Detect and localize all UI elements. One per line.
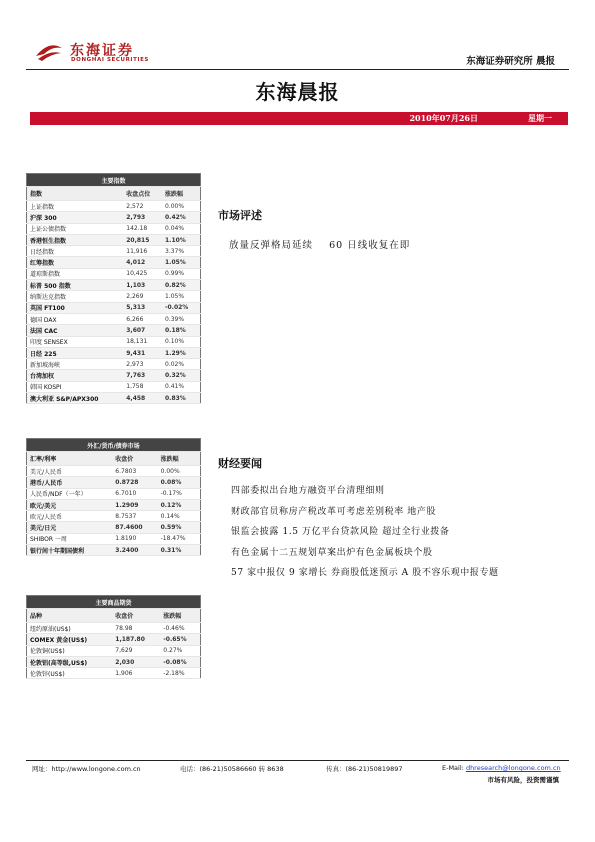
- table-row: [27, 302, 201, 313]
- table-cell: 法国 CAC: [27, 325, 124, 336]
- table-cell: 香港恒生指数: [27, 234, 124, 245]
- table-cell: 1,187.80: [112, 634, 160, 645]
- table-row: [27, 533, 201, 544]
- table-cell: 1.10%: [162, 234, 201, 245]
- table-row: [27, 477, 201, 488]
- table-row: [27, 634, 201, 645]
- table-cell: 4,458: [123, 393, 162, 404]
- table-cell: 道琼斯指数: [27, 268, 124, 279]
- table-cell: -2.18%: [160, 668, 200, 679]
- table-cell: 标普 500 指数: [27, 280, 124, 291]
- table-cell: 5,313: [123, 302, 162, 313]
- table-header-cell: 收盘点位: [123, 187, 162, 201]
- table-header-row: [27, 452, 201, 466]
- table-header-cell: 指数: [27, 187, 124, 201]
- table-row: [27, 545, 201, 556]
- table-cell: 0.41%: [162, 381, 201, 392]
- date-bar: [30, 112, 568, 125]
- table-cell: 8.7537: [112, 511, 157, 522]
- table-row: [27, 347, 201, 358]
- table-cell: 0.10%: [162, 336, 201, 347]
- table-row: [27, 313, 201, 324]
- page-title: 东海晨报: [255, 80, 340, 104]
- indices-table: [26, 173, 201, 404]
- table-cell: 纳斯达克指数: [27, 291, 124, 302]
- header-rule: [26, 69, 569, 70]
- table-header-row: [27, 609, 201, 623]
- table-header-cell: 品种: [27, 609, 113, 623]
- table-cell: 6,266: [123, 313, 162, 324]
- table-cell: 美元/日元: [27, 522, 113, 533]
- table-cell: 7,629: [112, 645, 160, 656]
- table-cell: 0.27%: [160, 645, 200, 656]
- market-comment-title: 市场评述: [218, 209, 262, 222]
- table-cell: 0.04%: [162, 223, 201, 234]
- table-row: [27, 466, 201, 477]
- futures-table: [26, 595, 201, 679]
- table-cell: 87.4600: [112, 522, 157, 533]
- market-comment-text: 放量反弹格局延续 60 日线收复在即: [229, 240, 411, 251]
- table-cell: 18,131: [123, 336, 162, 347]
- table-cell: 3.2400: [112, 545, 157, 556]
- table-cell: 0.99%: [162, 268, 201, 279]
- table-row: [27, 656, 201, 667]
- table-caption-row: [27, 174, 201, 187]
- table-row: [27, 223, 201, 234]
- table-cell: 9,431: [123, 347, 162, 358]
- news-item[interactable]: 有色金属十二五规划草案出炉有色金属板块个股: [231, 547, 433, 558]
- table-cell: 0.12%: [158, 499, 201, 510]
- table-row: [27, 499, 201, 510]
- table-cell: 1,103: [123, 280, 162, 291]
- table-cell: 6.7010: [112, 488, 157, 499]
- table-cell: 1.2909: [112, 499, 157, 510]
- table-cell: 欧元/美元: [27, 499, 113, 510]
- table-cell: 1.29%: [162, 347, 201, 358]
- table-cell: 人民币/NDF（一年）: [27, 488, 113, 499]
- table-cell: 韩国 KOSPI: [27, 381, 124, 392]
- table-header-cell: 汇率/利率: [27, 452, 113, 466]
- table-cell: -18.47%: [158, 533, 201, 544]
- footer-email-label: E-Mail:: [442, 764, 464, 772]
- table-row: [27, 280, 201, 291]
- table-row: [27, 291, 201, 302]
- table-cell: 伦敦铜(US$): [27, 645, 113, 656]
- table-cell: 英国 FT100: [27, 302, 124, 313]
- table-cell: 印度 SENSEX: [27, 336, 124, 347]
- table-row: [27, 212, 201, 223]
- table-cell: 日经 225: [27, 347, 124, 358]
- table-cell: 3.37%: [162, 246, 201, 257]
- table-row: [27, 370, 201, 381]
- table-cell: 0.00%: [162, 201, 201, 212]
- table-cell: 0.18%: [162, 325, 201, 336]
- table-cell: 新加坡海峡: [27, 359, 124, 370]
- table-row: [27, 336, 201, 347]
- table-cell: 上证公债指数: [27, 223, 124, 234]
- table-caption: 主要指数: [27, 174, 201, 187]
- table-cell: 0.39%: [162, 313, 201, 324]
- table-cell: SHIBOR 一周: [27, 533, 113, 544]
- table-cell: 美元/人民币: [27, 466, 113, 477]
- table-cell: 欧元/人民币: [27, 511, 113, 522]
- table-cell: 2,269: [123, 291, 162, 302]
- table-cell: 上证指数: [27, 201, 124, 212]
- table-row: [27, 268, 201, 279]
- table-cell: 港币/人民币: [27, 477, 113, 488]
- logo-mark-icon: [34, 42, 64, 62]
- table-cell: 6.7803: [112, 466, 157, 477]
- table-cell: 0.32%: [162, 370, 201, 381]
- table-cell: 0.02%: [162, 359, 201, 370]
- table-cell: COMEX 黄金(US$): [27, 634, 113, 645]
- table-cell: 3,607: [123, 325, 162, 336]
- table-header-cell: 收盘价: [112, 452, 157, 466]
- table-cell: 2,030: [112, 656, 160, 667]
- table-cell: 7,763: [123, 370, 162, 381]
- table-cell: -0.46%: [160, 623, 200, 634]
- table-row: [27, 668, 201, 679]
- table-cell: 红筹指数: [27, 257, 124, 268]
- table-cell: 11,916: [123, 246, 162, 257]
- table-cell: 2,572: [123, 201, 162, 212]
- news-item[interactable]: 57 家中报仅 9 家增长 券商股低迷预示 A 股不容乐观中报专题: [231, 568, 499, 578]
- table-row: [27, 645, 201, 656]
- report-date: 2010年07月26日: [409, 113, 478, 123]
- table-row: [27, 201, 201, 212]
- table-cell: 4,012: [123, 257, 162, 268]
- table-cell: 银行间十年期国债利: [27, 545, 113, 556]
- table-cell: 0.14%: [158, 511, 201, 522]
- table-row: [27, 381, 201, 392]
- footer-email-link[interactable]: dhresearch@longone.com.cn: [465, 764, 561, 772]
- logo-cn: 东海证券: [70, 43, 134, 59]
- report-weekday: 星期一: [528, 113, 552, 123]
- table-caption: 主要商品期货: [27, 596, 201, 609]
- table-header-row: [27, 187, 201, 201]
- table-caption: 外汇/货币/债券市场: [27, 439, 201, 452]
- logo-en: DONGHAI SECURITIES: [71, 57, 149, 63]
- table-cell: 沪深 300: [27, 212, 124, 223]
- table-caption-row: [27, 596, 201, 609]
- org-name: 东海证券研究所 晨报: [466, 56, 555, 67]
- table-cell: 德国 DAX: [27, 313, 124, 324]
- table-cell: -0.08%: [160, 656, 200, 667]
- table-cell: 日经指数: [27, 246, 124, 257]
- table-row: [27, 359, 201, 370]
- table-cell: -0.17%: [158, 488, 201, 499]
- table-header-cell: 涨跌幅: [158, 452, 201, 466]
- table-cell: 2,973: [123, 359, 162, 370]
- table-cell: -0.65%: [160, 634, 200, 645]
- table-cell: -0.02%: [162, 302, 201, 313]
- table-caption-row: [27, 439, 201, 452]
- table-cell: 台湾加权: [27, 370, 124, 381]
- table-cell: 0.83%: [162, 393, 201, 404]
- news-item[interactable]: 银监会披露 1.5 万亿平台贷款风险 超过全行业拨备: [231, 527, 450, 537]
- table-row: [27, 246, 201, 257]
- table-cell: 0.59%: [158, 522, 201, 533]
- table-cell: 伦敦铝(高等级,US$): [27, 656, 113, 667]
- table-cell: 0.82%: [162, 280, 201, 291]
- table-header-cell: 收盘价: [112, 609, 160, 623]
- table-cell: 0.31%: [158, 545, 201, 556]
- table-cell: 78.98: [112, 623, 160, 634]
- table-cell: 澳大利亚 S&P/APX300: [27, 393, 124, 404]
- table-row: [27, 257, 201, 268]
- table-cell: 0.8728: [112, 477, 157, 488]
- table-row: [27, 488, 201, 499]
- news-item[interactable]: 财政部官员称房产税改革可考虑差别税率 地产股: [231, 506, 437, 517]
- footer-fax: 传真：(86-21)50819897: [326, 765, 403, 773]
- table-cell: 1.05%: [162, 257, 201, 268]
- footer-rule: [26, 760, 569, 761]
- table-cell: 0.08%: [158, 477, 201, 488]
- table-row: [27, 623, 201, 634]
- news-item[interactable]: 四部委拟出台地方融资平台清理细则: [231, 486, 385, 496]
- table-header-cell: 涨跌幅: [160, 609, 200, 623]
- table-cell: 1.8190: [112, 533, 157, 544]
- table-cell: 20,815: [123, 234, 162, 245]
- footer-phone: 电话：(86-21)50586660 转 8638: [180, 765, 284, 773]
- table-row: [27, 325, 201, 336]
- table-row: [27, 234, 201, 245]
- table-cell: 伦敦锌(US$): [27, 668, 113, 679]
- table-cell: 2,793: [123, 212, 162, 223]
- table-cell: 1.05%: [162, 291, 201, 302]
- risk-warning: 市场有风险，投资需谨慎: [487, 776, 559, 784]
- footer-email-block: [442, 764, 561, 772]
- table-cell: 142.18: [123, 223, 162, 234]
- table-cell: 10,425: [123, 268, 162, 279]
- table-header-cell: 涨跌幅: [162, 187, 201, 201]
- table-cell: 纽约原油(US$): [27, 623, 113, 634]
- table-cell: 1,906: [112, 668, 160, 679]
- donghai-logo: [34, 40, 164, 66]
- table-row: [27, 393, 201, 404]
- news-list: [231, 481, 499, 584]
- table-cell: 0.00%: [158, 466, 201, 477]
- table-row: [27, 511, 201, 522]
- table-cell: 1,758: [123, 381, 162, 392]
- table-row: [27, 522, 201, 533]
- footer-website[interactable]: 网址：http://www.longone.com.cn: [32, 765, 141, 773]
- news-title: 财经要闻: [218, 457, 262, 470]
- fx-table: [26, 438, 201, 556]
- table-cell: 0.42%: [162, 212, 201, 223]
